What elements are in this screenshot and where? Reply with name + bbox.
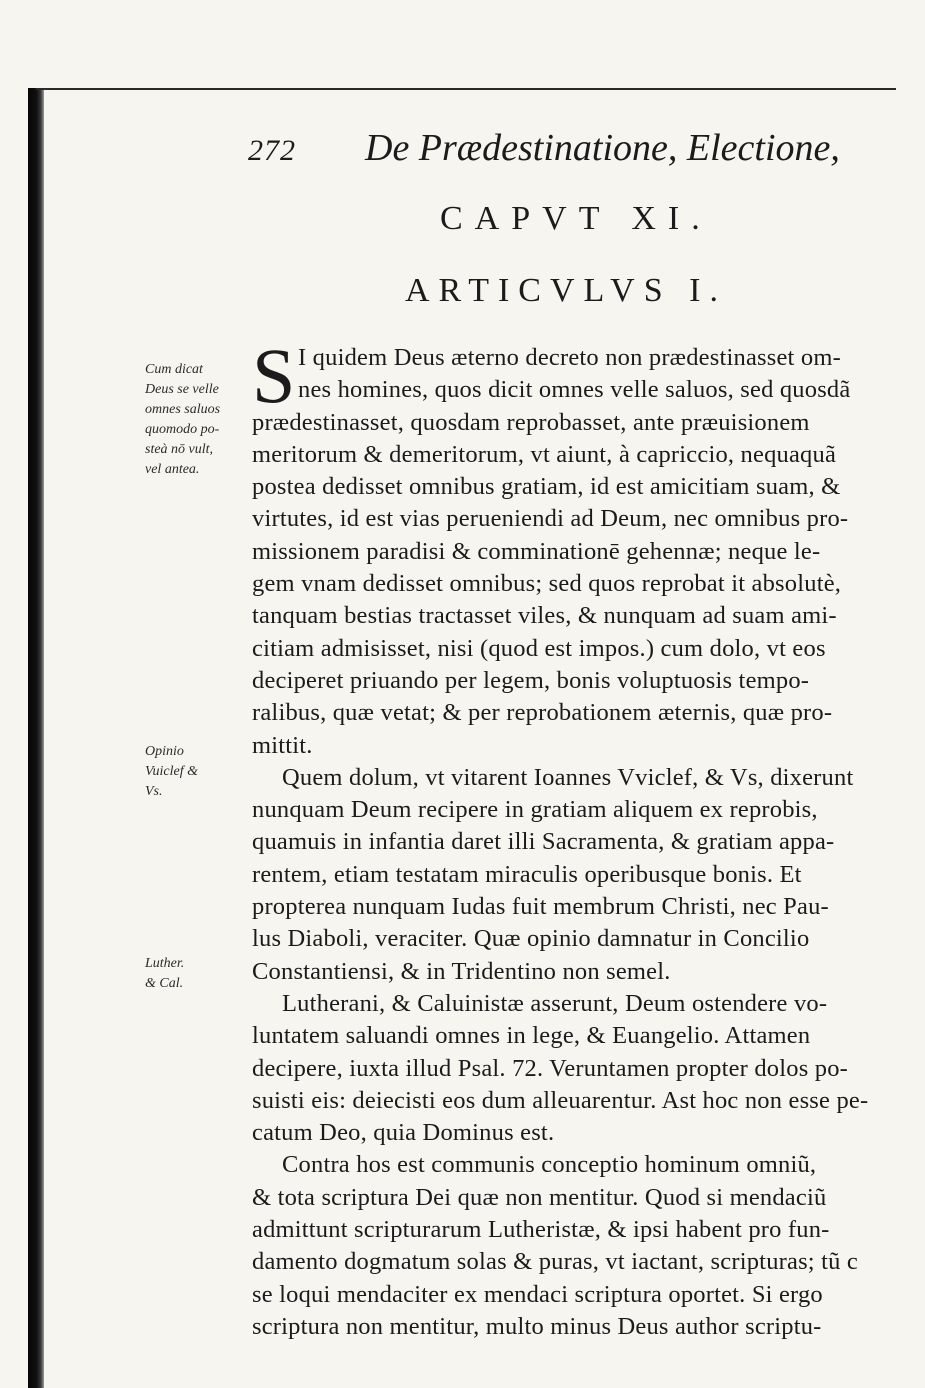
text-line: & tota scriptura Dei quæ non mentitur. Quod si mendaciũ	[252, 1183, 827, 1211]
text-line: catum Deo, quia Dominus est.	[252, 1119, 555, 1147]
text-line: scriptura non mentitur, multo minus Deus author scriptu-	[252, 1312, 822, 1340]
text-line: virtutes, id est vias perueniendi ad Deum, nec omnibus pro-	[252, 505, 849, 533]
marginal-line: Vuiclef &	[145, 764, 198, 779]
marginal-note-2	[145, 742, 245, 802]
text-line: nes homines, quos dicit omnes velle saluos, sed quosdã	[298, 376, 851, 404]
text-line: mittit.	[252, 731, 313, 759]
text-line: prædestinasset, quosdam reprobasset, ante præuisionem	[252, 408, 810, 436]
text-line: meritorum & demeritorum, vt aiunt, à capriccio, nequaquã	[252, 440, 837, 468]
page-header	[0, 126, 925, 176]
page-top-edge	[36, 88, 896, 90]
marginal-line: Cum dicat	[145, 362, 203, 377]
text-line: propterea nunquam Iudas fuit membrum Christi, nec Pau-	[252, 893, 829, 921]
marginal-note-3	[145, 954, 245, 994]
marginal-line: Vs.	[145, 784, 163, 799]
book-spine-shadow	[28, 88, 44, 1388]
article-heading: ARTICVLVS I.	[405, 272, 727, 309]
text-line: deciperet priuando per legem, bonis voluptuosis tempo-	[252, 666, 810, 694]
marginal-note-1	[145, 360, 245, 480]
text-line: suisti eis: deiecisti eos dum alleuarentur. Ast hoc non esse pe-	[252, 1086, 869, 1114]
marginal-line: Luther.	[145, 956, 185, 971]
text-line: Lutherani, & Caluinistæ asserunt, Deum ostendere vo-	[282, 989, 828, 1017]
text-line: se loqui mendaciter ex mendaci scriptura oportet. Si ergo	[252, 1280, 823, 1308]
text-line: gem vnam dedisset omnibus; sed quos reprobat it absolutè,	[252, 570, 842, 598]
marginal-line: omnes saluos	[145, 402, 221, 417]
marginal-line: quomodo po-	[145, 422, 220, 437]
text-line: admittunt scripturarum Lutheristæ, & ipsi habent pro fun-	[252, 1216, 830, 1244]
chapter-heading: CAPVT XI.	[440, 200, 712, 237]
marginal-line: vel antea.	[145, 462, 200, 477]
marginal-line: steà nō vult,	[145, 442, 214, 457]
marginal-line: Opinio	[145, 744, 184, 759]
text-line: decipere, iuxta illud Psal. 72. Veruntamen propter dolos po-	[252, 1054, 849, 1082]
text-line: ralibus, quæ vetat; & per reprobationem æternis, quæ pro-	[252, 699, 833, 727]
running-head: De Prædestinatione, Electione,	[365, 127, 840, 169]
text-line: rentem, etiam testatam miraculis operibusque bonis. Et	[252, 860, 802, 888]
text-line: Constantiensi, & in Tridentino non semel.	[252, 957, 671, 985]
text-line: postea dedisset omnibus gratiam, id est amicitiam suam, &	[252, 473, 841, 501]
text-line: nunquam Deum recipere in gratiam aliquem ex reprobis,	[252, 796, 818, 824]
text-line: luntatem saluandi omnes in lege, & Euangelio. Attamen	[252, 1022, 811, 1050]
text-line: Contra hos est communis conceptio hominum omniũ,	[282, 1151, 817, 1179]
page-number: 272	[248, 134, 296, 167]
marginal-line: & Cal.	[145, 976, 184, 991]
body-text	[252, 332, 882, 1343]
text-line: citiam admisisset, nisi (quod est impos.) cum dolo, vt eos	[252, 634, 826, 662]
text-line: quamuis in infantia daret illi Sacramenta, & gratiam appa-	[252, 828, 835, 856]
drop-cap: S	[252, 332, 296, 419]
text-line: lus Diaboli, veraciter. Quæ opinio damnatur in Concilio	[252, 925, 810, 953]
text-line: tanquam bestias tractasset viles, & nunquam ad suam ami-	[252, 602, 837, 630]
marginal-line: Deus se velle	[145, 382, 219, 397]
text-line: Quem dolum, vt vitarent Ioannes Vviclef, & Vs, dixerunt	[282, 763, 854, 791]
text-line: I quidem Deus æterno decreto non prædestinasset om-	[298, 344, 841, 371]
text-line: missionem paradisi & comminationē gehennæ; neque le-	[252, 537, 821, 565]
text-line: damento dogmatum solas & puras, vt iactant, scripturas; tũ c	[252, 1248, 858, 1276]
